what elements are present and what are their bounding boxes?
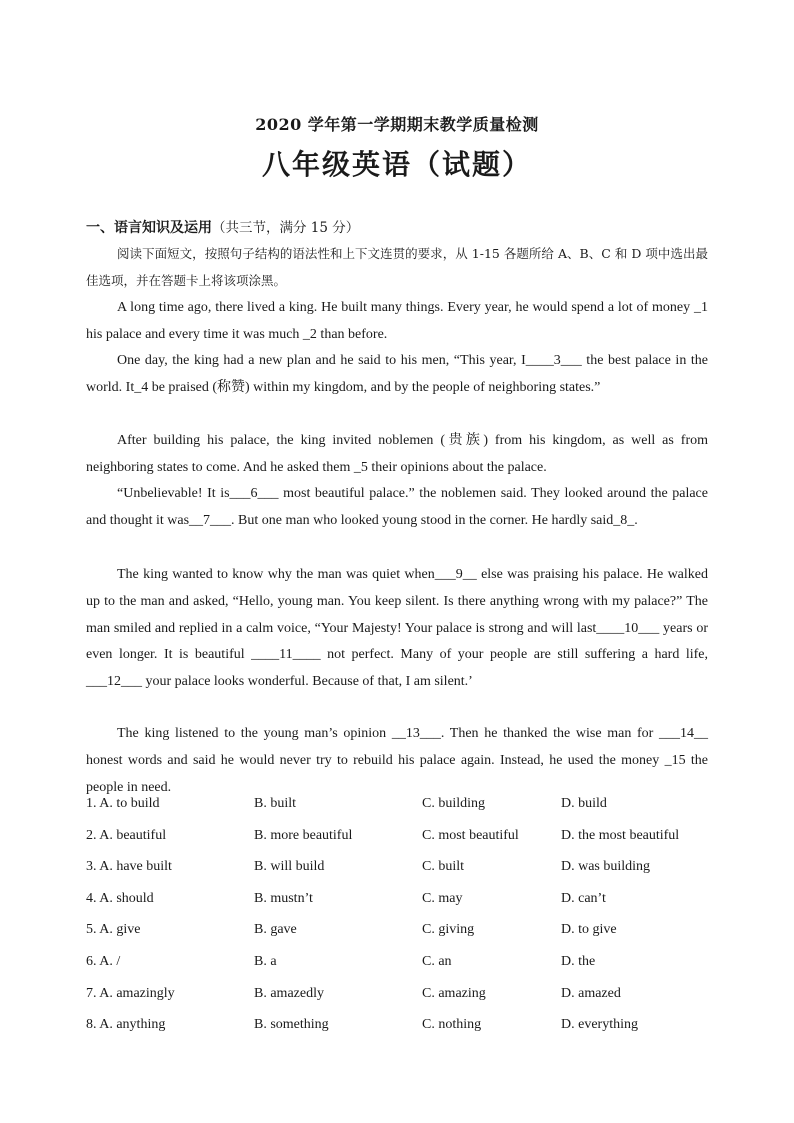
section-heading-label: 一、语言知识及运用 <box>86 220 212 236</box>
option-c: C. most beautiful <box>422 827 519 843</box>
option-b: B. gave <box>254 922 297 938</box>
passage-paragraph <box>86 562 708 696</box>
option-b: B. a <box>254 953 277 969</box>
option-c: C. an <box>422 953 452 969</box>
option-d: D. build <box>561 796 607 811</box>
option-a: 5. A. give <box>86 922 141 938</box>
passage-paragraph <box>86 348 708 402</box>
section-heading-note: （共三节，满分 15 分） <box>212 220 360 236</box>
option-b: B. built <box>254 796 297 811</box>
option-d: D. to give <box>561 922 617 938</box>
option-a: 1. A. to build <box>86 796 160 811</box>
option-c: C. giving <box>422 922 475 938</box>
option-a: 8. A. anything <box>86 1017 166 1033</box>
option-d: D. everything <box>561 1017 638 1033</box>
passage-paragraph <box>86 428 708 482</box>
exam-subtitle: 2020 学年第一学期期末教学质量检测 <box>255 115 539 134</box>
option-c: C. amazing <box>422 985 486 1001</box>
question-row <box>86 1017 726 1049</box>
passage-paragraph <box>86 295 708 349</box>
passage-paragraph <box>86 721 708 801</box>
section-heading <box>86 216 359 237</box>
option-a: 3. A. have built <box>86 859 172 875</box>
question-row <box>86 796 726 828</box>
option-d: D. the most beautiful <box>561 827 680 843</box>
instructions-text: 阅读下面短文，按照句子结构的语法性和上下文连贯的要求，从 1-15 各题所给 A、B、C 和 D 项中选出最佳选项，并在答题卡上将该项涂黑。 <box>86 246 708 288</box>
option-b: B. will build <box>254 859 325 875</box>
option-b: B. amazedly <box>254 985 324 1001</box>
question-row <box>86 828 726 860</box>
option-d: D. the <box>561 953 596 969</box>
question-row <box>86 922 726 954</box>
passage-text: The king wanted to know why the man was quiet when___9__ else was praising his palace. He walked up to the man and asked, “Hello, young man. You keep silent. Is there anything wrong with my palace?” The man smiled and replied in a calm voice, “Your Majesty! Your palace is strong and will last____10___ years or even longer. It is beautiful ____11____ not perfect. Many of your people are still suffering a hard life, ___12___ your palace looks wonderful. Because of that, I am silent.’ <box>86 567 708 690</box>
question-row <box>86 891 726 923</box>
passage-text: The king listened to the young man’s opinion __13___. Then he thanked the wise man for ___14__ honest words and said he would never try to rebuild his palace again. Instead, he used the money _15 the people in need. <box>86 726 708 795</box>
passage-text: “Unbelievable! It is___6___ most beautiful palace.” the noblemen said. They looked around the palace and thought it was__7___. But one man who looked young stood in the corner. He hardly said_8_. <box>86 486 708 528</box>
option-a: 7. A. amazingly <box>86 985 175 1001</box>
exam-title: 八年级英语（试题） <box>261 148 532 181</box>
option-a: 2. A. beautiful <box>86 827 167 843</box>
option-b: B. mustn’t <box>254 890 313 906</box>
question-row <box>86 859 726 891</box>
question-row <box>86 954 726 986</box>
question-row <box>86 986 726 1018</box>
option-d: D. was building <box>561 859 651 875</box>
option-a: 4. A. should <box>86 890 154 906</box>
passage-text: After building his palace, the king invited noblemen (贵族) from his kingdom, as well as from neighboring states to come. And he asked them _5 their opinions about the palace. <box>86 433 708 475</box>
option-c: C. nothing <box>422 1017 482 1033</box>
option-c: C. building <box>422 796 486 811</box>
option-d: D. can’t <box>561 890 606 906</box>
option-c: C. may <box>422 890 463 906</box>
option-d: D. amazed <box>561 985 621 1001</box>
answer-options <box>86 796 726 1049</box>
instructions-paragraph <box>86 241 708 294</box>
option-a: 6. A. / <box>86 953 121 969</box>
option-b: B. something <box>254 1017 329 1033</box>
passage-text: One day, the king had a new plan and he said to his men, “This year, I____3___ the best palace in the world. It_4 be praised (称赞) within my kingdom, and by the people of neighboring states.” <box>86 353 708 395</box>
passage-text: A long time ago, there lived a king. He built many things. Every year, he would spend a lot of money _1 his palace and every time it was much _2 than before. <box>86 300 708 342</box>
option-b: B. more beautiful <box>254 827 353 843</box>
option-c: C. built <box>422 859 465 875</box>
passage-paragraph <box>86 481 708 535</box>
